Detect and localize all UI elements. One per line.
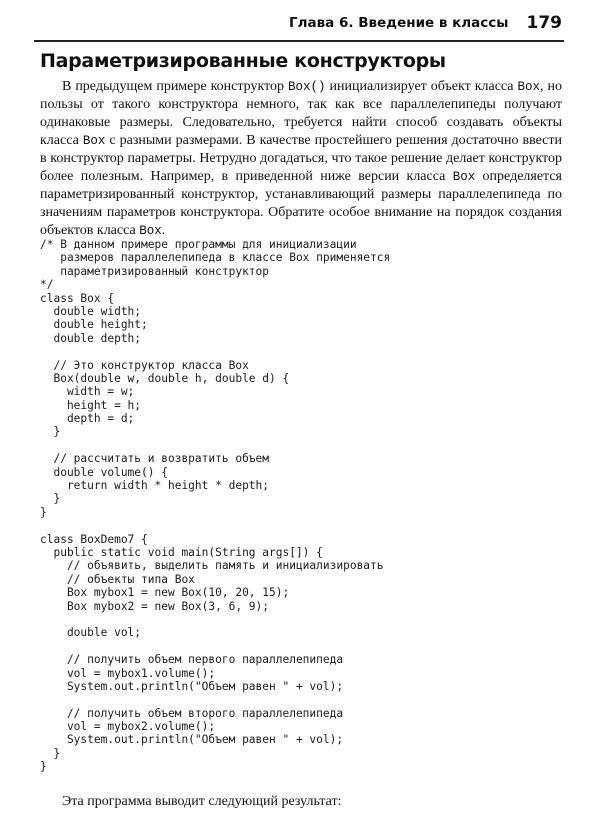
code-line: // объекты типа Box bbox=[40, 572, 195, 586]
code-line: return width * height * depth; bbox=[40, 479, 270, 493]
code-line: /* В данном примере программы для инициализации bbox=[40, 238, 357, 251]
code-line: } bbox=[40, 760, 47, 774]
code-listing bbox=[40, 238, 570, 774]
code-line bbox=[40, 613, 570, 626]
code-line bbox=[40, 640, 570, 653]
code-line: */ bbox=[40, 278, 54, 292]
header-rule bbox=[34, 40, 564, 42]
code-line: // получить объем второго параллелепипеда bbox=[40, 706, 344, 720]
code-line bbox=[40, 519, 570, 532]
intro-text-4: с разными размерами. В качестве простейшего решения достаточно ввести в конструктор параметры. Нетрудно догадаться, что такое решение делает конструктор более полезным. Например, в приведенной ниже версии класса bbox=[40, 133, 562, 184]
inline-code-box: Box bbox=[82, 134, 106, 148]
inline-code-box: Box bbox=[517, 80, 541, 94]
code-line: vol = mybox1.volume(); bbox=[40, 666, 216, 680]
code-line: width = w; bbox=[40, 385, 135, 399]
intro-paragraph bbox=[40, 78, 562, 240]
code-line: class BoxDemo7 { bbox=[40, 532, 148, 546]
intro-text-6: . bbox=[161, 223, 166, 238]
code-line: height = h; bbox=[40, 398, 142, 412]
code-line: } bbox=[40, 746, 61, 760]
code-line: размеров параллелепипеда в классе Box применяется bbox=[40, 251, 391, 265]
inline-code-box: Box bbox=[452, 170, 476, 184]
code-line: // получить объем первого параллелепипеда bbox=[40, 653, 344, 667]
code-line: System.out.println("Объем равен " + vol); bbox=[40, 679, 344, 693]
code-line: class Box { bbox=[40, 291, 115, 305]
running-header bbox=[40, 8, 562, 38]
code-line: double height; bbox=[40, 318, 148, 332]
code-line: Box(double w, double h, double d) { bbox=[40, 371, 290, 385]
code-line: depth = d; bbox=[40, 412, 135, 426]
intro-text-1: В предыдущем примере конструктор bbox=[62, 79, 289, 94]
code-line: double depth; bbox=[40, 331, 142, 345]
code-line bbox=[40, 693, 570, 706]
code-line: Box mybox2 = new Box(3, 6, 9); bbox=[40, 599, 270, 613]
code-line: public static void main(String args[]) { bbox=[40, 545, 323, 559]
code-line: double vol; bbox=[40, 626, 142, 640]
code-line: // рассчитать и возвратить объем bbox=[40, 452, 270, 466]
code-line: } bbox=[40, 505, 47, 519]
code-line: // Это конструктор класса Box bbox=[40, 358, 249, 372]
section-heading: Параметризированные конструкторы bbox=[40, 50, 446, 72]
outro-paragraph: Эта программа выводит следующий результат: bbox=[62, 794, 342, 809]
code-line bbox=[40, 345, 570, 358]
code-line: Box mybox1 = new Box(10, 20, 15); bbox=[40, 586, 290, 600]
intro-text-5: определяется параметризированный конструктор, устанавливающий размеры параллелепипеда по значениям параметров конструктора. Обратите особое внимание на порядок создания объектов класса bbox=[40, 169, 562, 238]
inline-code-box-constructor: Box() bbox=[288, 80, 326, 94]
code-line bbox=[40, 439, 570, 452]
code-line: double volume() { bbox=[40, 465, 168, 479]
code-line: } bbox=[40, 492, 61, 506]
code-line: vol = mybox2.volume(); bbox=[40, 720, 216, 734]
chapter-title: Глава 6. Введение в классы bbox=[289, 15, 509, 31]
code-line: // объявить, выделить память и инициализировать bbox=[40, 559, 384, 573]
intro-text-2: инициализирует объект класса bbox=[325, 79, 518, 94]
intro-text-3: , но пользы от такого конструктора немного, так как все параллелепипеды получают одинаковые размеры. Следовательно, требуется найти способ создавать объекты класса bbox=[40, 79, 562, 148]
code-line: double width; bbox=[40, 304, 142, 318]
code-line: параметризированный конструктор bbox=[40, 264, 270, 278]
code-line: System.out.println("Объем равен " + vol); bbox=[40, 733, 344, 747]
inline-code-box: Box bbox=[139, 224, 162, 238]
code-line: } bbox=[40, 425, 61, 439]
page-number: 179 bbox=[526, 13, 562, 33]
